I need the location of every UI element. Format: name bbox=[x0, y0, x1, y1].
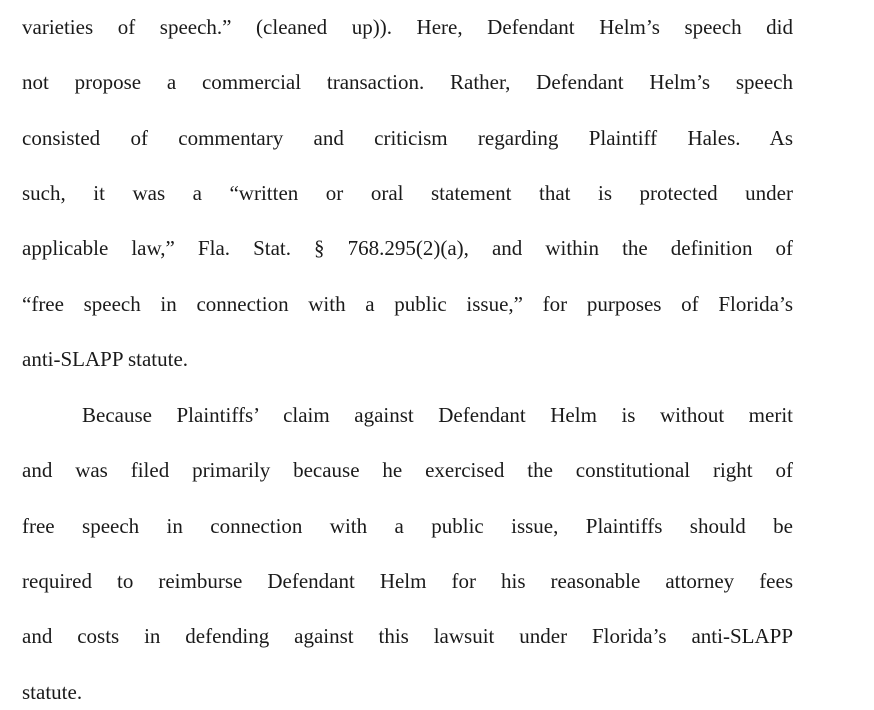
text-line: varieties of speech.” (cleaned up)). Here, Defendant Helm’s speech did bbox=[22, 15, 793, 39]
text-line: Because Plaintiffs’ claim against Defendant Helm is without merit bbox=[82, 403, 793, 427]
text-line: and costs in defending against this lawsuit under Florida’s anti-SLAPP bbox=[22, 624, 793, 648]
text-line: consisted of commentary and criticism regarding Plaintiff Hales. As bbox=[22, 126, 793, 150]
text-line: such, it was a “written or oral statement that is protected under bbox=[22, 181, 793, 205]
text-line: “free speech in connection with a public issue,” for purposes of Florida’s bbox=[22, 292, 793, 316]
text-line: and was filed primarily because he exercised the constitutional right of bbox=[22, 458, 793, 482]
text-line: anti-SLAPP statute. bbox=[22, 347, 189, 371]
text-line: applicable law,” Fla. Stat. § 768.295(2)(a), and within the definition of bbox=[22, 236, 793, 260]
text-line: free speech in connection with a public issue, Plaintiffs should be bbox=[22, 514, 793, 538]
text-line: required to reimburse Defendant Helm for his reasonable attorney fees bbox=[22, 569, 793, 593]
text-line: statute. bbox=[22, 680, 83, 704]
text-line: not propose a commercial transaction. Rather, Defendant Helm’s speech bbox=[22, 70, 793, 94]
